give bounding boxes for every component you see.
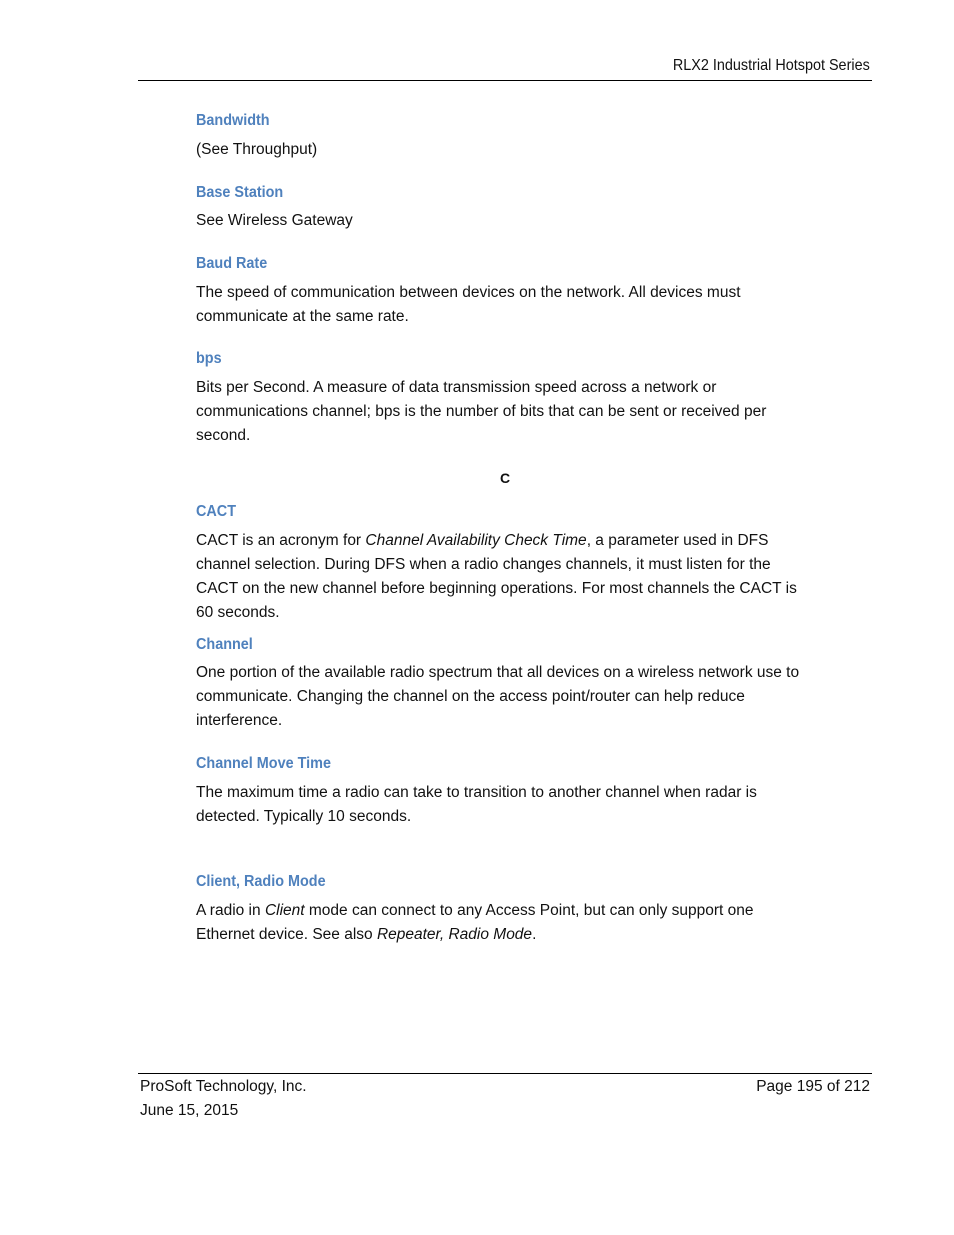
footer-page-number: Page 195 of 212 [756,1078,870,1095]
definition-client-radio-mode: A radio in Client mode can connect to any Access Point, but can only support one Ethernet device. See also Repeater, Radio Mode. [196,902,754,943]
footer-company: ProSoft Technology, Inc. [140,1078,307,1095]
definition-base-station: See Wireless Gateway [196,212,353,229]
term-cact: CACT [196,503,236,520]
definition-bps: Bits per Second. A measure of data transmission speed across a network or communications channel; bps is the number of bits that can be sent or received per second. [196,379,767,444]
definition-cact: CACT is an acronym for Channel Availability Check Time, a parameter used in DFS channel selection. During DFS when a radio changes channels, it must listen for the CACT on the new channel before beginning operations. For most channels the CACT is 60 seconds. [196,532,797,621]
footer-date: June 15, 2015 [140,1102,239,1119]
term-baud-rate: Baud Rate [196,255,268,272]
footer-left [140,1075,307,1123]
term-base-station: Base Station [196,184,284,201]
definition-channel-move-time: The maximum time a radio can take to transition to another channel when radar is detected. Typically 10 seconds. [196,784,757,825]
definition-bandwidth: (See Throughput) [196,141,318,158]
term-channel: Channel [196,636,253,653]
definition-channel: One portion of the available radio spectrum that all devices on a wireless network use to communicate. Changing the channel on the access point/router can help reduce interference. [196,664,800,729]
definition-baud-rate: The speed of communication between devices on the network. All devices must communicate at the same rate. [196,284,741,325]
page-header-title: RLX2 Industrial Hotspot Series [673,57,870,74]
term-bps: bps [196,350,222,367]
section-letter: C [500,470,511,486]
term-bandwidth: Bandwidth [196,112,270,129]
term-channel-move-time: Channel Move Time [196,755,331,772]
footer-rule [138,1073,872,1074]
term-client-radio-mode: Client, Radio Mode [196,873,326,890]
header-rule [138,80,872,81]
